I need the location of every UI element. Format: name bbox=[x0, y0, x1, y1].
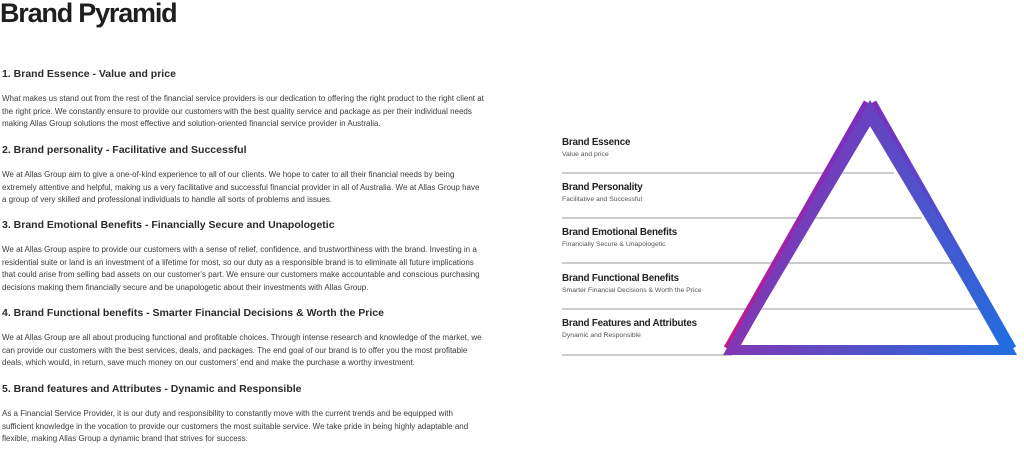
pyramid-level-features bbox=[562, 318, 762, 340]
level-subtitle: Facilitative and Successful bbox=[562, 196, 643, 203]
level-subtitle: Smarter Financial Decisions & Worth the Price bbox=[562, 287, 702, 294]
sections-column bbox=[2, 67, 486, 458]
section-brand-personality bbox=[2, 143, 486, 218]
section-emotional-benefits bbox=[2, 218, 486, 306]
section-functional-benefits bbox=[2, 306, 486, 382]
level-subtitle: Value and price bbox=[562, 151, 609, 158]
section-body: We at Allas Group are all about producing functional and profitable choices. Through intense research and knowledge of the market, we can provide our customers with the best services, deals, and packages. The end goal of our brand is to offer you the most profitable deals, which would, in return, save much money on our customers' end and make the purchase a worthy investment. bbox=[2, 333, 482, 368]
section-body: What makes us stand out from the rest of the financial service providers is our dedication to offering the right product to the right client at the right price. We constantly ensure to provide our customers with the best quality service and package as per their individual needs making Allas Group solutions the most effective and solution-oriented financial service provider in Australia. bbox=[2, 94, 484, 129]
section-body: As a Financial Service Provider, it is our duty and responsibility to constantly move with the current trends and be equipped with sufficient knowledge in the vocation to provide our customers the most suitable service. We take pride in being highly adaptable and flexible, making Allas Group a dynamic brand that strives for success. bbox=[2, 409, 469, 444]
pyramid-level-personality bbox=[562, 182, 762, 204]
level-subtitle: Financially Secure & Unapologetic bbox=[562, 241, 666, 248]
triangle-outline-overlay bbox=[723, 100, 1017, 355]
brand-pyramid-diagram bbox=[560, 96, 1024, 366]
section-heading: 2. Brand personality - Facilitative and Successful bbox=[2, 144, 247, 156]
pyramid-level-essence bbox=[562, 137, 762, 159]
level-title: Brand Essence bbox=[562, 137, 631, 148]
section-heading: 4. Brand Functional benefits - Smarter Financial Decisions & Worth the Price bbox=[2, 307, 384, 319]
level-title: Brand Functional Benefits bbox=[562, 273, 679, 284]
page-title: Brand Pyramid bbox=[0, 0, 177, 28]
pyramid-level-functional bbox=[562, 273, 762, 295]
pyramid-level-emotional bbox=[562, 227, 762, 249]
level-title: Brand Features and Attributes bbox=[562, 318, 697, 329]
section-heading: 3. Brand Emotional Benefits - Financially Secure and Unapologetic bbox=[2, 219, 335, 231]
level-subtitle: Dynamic and Responsible bbox=[562, 332, 641, 339]
section-brand-essence bbox=[2, 67, 486, 143]
section-body: We at Allas Group aim to give a one-of-kind experience to all of our clients. We hope to cater to all their financial needs by being extremely attentive and helpful, making us a very facilitative and successful financial provider in all of Australia. We at Allas Group have a group of very skilled and professional individuals to handle all sorts of problems and issues. bbox=[2, 170, 480, 205]
section-features-attributes bbox=[2, 382, 486, 458]
pyramid-triangle bbox=[730, 104, 1010, 350]
section-heading: 1. Brand Essence - Value and price bbox=[2, 68, 176, 80]
level-title: Brand Emotional Benefits bbox=[562, 227, 677, 238]
section-body: We at Allas Group aspire to provide our customers with a sense of relief, confidence, and trustworthiness with the brand. Investing in a residential suite or land is an investment of a lifetime for most, so our duty as a responsible brand is to eliminate all future implications that could arise from selling bad assets on our customer's part. We ensure our customers make accountable and conscious purchasing decisions making them financially secure and be unapologetic about their investments with Allas Group. bbox=[2, 245, 480, 292]
triangle-outline bbox=[723, 100, 1017, 355]
section-heading: 5. Brand features and Attributes - Dynamic and Responsible bbox=[2, 383, 302, 395]
level-title: Brand Personality bbox=[562, 182, 643, 193]
